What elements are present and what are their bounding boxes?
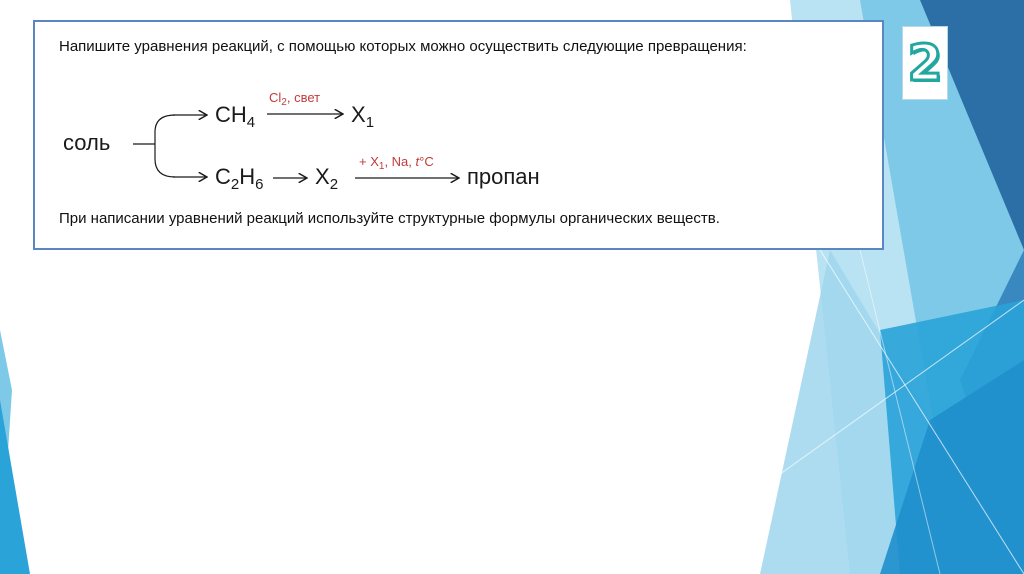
task-number: 2: [907, 34, 943, 92]
task-number-badge: [902, 26, 948, 100]
product-ch4: $CH_4$: [215, 102, 256, 131]
task-box: [33, 20, 884, 250]
condition-chlorination: $Cl_2$, свет: [269, 90, 321, 108]
fork-bracket: [155, 115, 175, 177]
intermediate-x2: $X_2$: [315, 164, 339, 193]
reaction-scheme: [55, 82, 615, 202]
note-text: При написании уравнений реакций используйте структурные формулы органических веществ.: [59, 210, 720, 227]
start-substance: соль: [63, 130, 111, 155]
result-x1: $X_1$: [351, 102, 375, 131]
final-product: пропан: [467, 164, 540, 189]
condition-wurtz: + $X_1$, Na, t°C: [359, 154, 434, 172]
product-c2h6: $C_2H_6$: [215, 164, 264, 193]
instruction-text: Напишите уравнения реакций, с помощью которых можно осуществить следующие превращения:: [59, 38, 747, 55]
